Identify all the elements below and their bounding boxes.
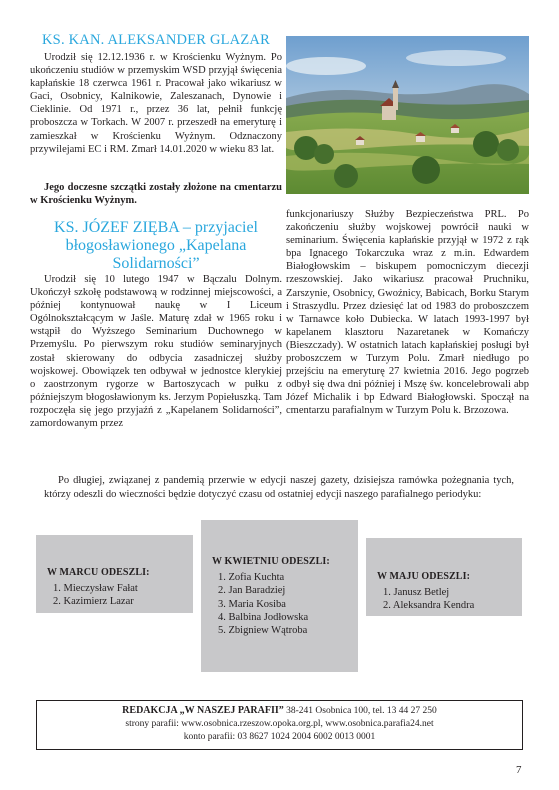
list-item: 1. Mieczysław Fałat [53, 583, 138, 595]
may-deceased-box [366, 538, 522, 616]
page-number: 7 [516, 764, 522, 776]
deceased-list [47, 582, 193, 608]
article1-closing: Jego doczesne szczątki zostały złożone na cmentarzu w Krościenku Wyżnym. [30, 182, 282, 207]
list-item: 3. Maria Kosiba [218, 598, 286, 610]
april-deceased-box [201, 520, 358, 672]
article1-title: KS. KAN. ALEKSANDER GLAZAR [42, 32, 270, 48]
editorial-footer [36, 700, 523, 750]
box-title: W KWIETNIU ODESZLI: [212, 556, 330, 567]
deceased-list [377, 586, 522, 612]
footer-redakcja: REDAKCJA „W NASZEJ PARAFII” [122, 705, 284, 716]
article2-body-left: Urodził się 10 lutego 1947 w Bączalu Dolnym. Ukończył szkołę podstawową w rodzinnej miejscowości, a później kontynuował naukę w I Liceum Ogólnokształcącym w Jaśle. Maturę zdał w 1965 roku i wstąpił do Wyższego Seminarium Duchownego w Przemyślu. Po pierwszym roku studiów seminaryjnych został skierowany do odbycia zasadniczej służby wojskowej. Obowiązek ten odbywał w jednostce klerykiej o zaostrzonym rygorze w Bartoszycach w pułku z późniejszym błogosławionym ks. Jerzym Popiełuszką. Tam rozpoczęła się jego przyjaźń z „Kapelanem Solidarności”, zamordowanym przez [30, 274, 282, 430]
list-item: 1. Zofia Kuchta [218, 572, 285, 584]
footer-websites: strony parafii: www.osobnica.rzeszow.opoka.org.pl, www.osobnica.parafia24.net [125, 719, 434, 729]
box-title: W MARCU ODESZLI: [47, 567, 150, 578]
deceased-list [212, 571, 358, 637]
obituary-intro: Po długiej, związanej z pandemią przerwie w edycji naszej gazety, dzisiejsza ramówka pożegnania tych, którzy odeszli do wieczności będzie dotyczyć czasu od ostatniej edycji naszego parafialnego periodyku: [44, 475, 514, 500]
village-landscape-photo [286, 36, 529, 194]
footer-address: 38-241 Osobnica 100, tel. 13 44 27 250 [283, 706, 437, 716]
footer-account: konto parafii: 03 8627 1024 2004 6002 0013 0001 [183, 732, 376, 742]
footer-address-line [37, 704, 522, 718]
list-item: 5. Zbigniew Wątroba [218, 625, 308, 637]
list-item: 1. Janusz Betlej [383, 587, 450, 599]
box-title: W MAJU ODESZLI: [377, 571, 470, 582]
list-item: 2. Aleksandra Kendra [383, 600, 475, 612]
article2-body-right: funkcjonariuszy Służby Bezpieczeństwa PRL. Po zakończeniu służby wojskowej powrócił nauki w seminarium. Święcenia kapłańskie przyjął w 1972 z rąk bpa Ignacego Tokarczuka wraz z m.in. Edwardem Białogłowskim – biskupem pomocniczym diecezji rzeszowskiej. Jako wikariusz pracował Pruchniku, Zarszynie, Osobnicy, Gwoźnicy, Babicach, Borku Starym i Straszydlu. Przez dziesięć lat od 1983 do proboszczem w Tarnawce koło Dubiecka. W latach 1993-1997 był kapelanem klasztoru Nazaretanek w Komańczy (Bieszczady). W ostatnich latach kapłańskiej posługi był proboszczem w Turzym Polu. Zmarł niedługo po przejściu na emeryturę 27 kwietnia 2016. Jego pogrzeb odbył się dwa dni później i Mszę św. koncelebrowali abp Józef Michalik i bp Edward Białogłowski. Spoczął na cmentarzu parafialnym w Turzym Polu k. Brzozowa. [286, 209, 529, 417]
list-item: 4. Balbina Jodłowska [218, 611, 309, 623]
article1-body: Urodził się 12.12.1936 r. w Krościenku Wyżnym. Po ukończeniu studiów w przemyskim WSD przyjął święcenia kapłańskie 18 czerwca 1961 r. Pracował jako wikariusz w Gaci, Osobnicy, Kalnikowie, Zaleszanach, Dynowie i Cieklinie. Od 1971 r., przez 36 lat, pełnił funkcję proboszcza w Torkach. W 2007 r. przeszedł na emeryturę i zamieszkał w Krościenku Wyżnym. Odznaczony przywilejami EC i RM. Zmarł 14.01.2020 w wieku 83 lat. [30, 52, 282, 155]
list-item: 2. Kazimierz Lazar [53, 596, 134, 608]
march-deceased-box [36, 535, 193, 613]
article2-title: KS. JÓZEF ZIĘBA – przyjaciel błogosławionego „Kapelana Solidarności” [54, 219, 258, 272]
list-item: 2. Jan Baradziej [218, 585, 286, 597]
